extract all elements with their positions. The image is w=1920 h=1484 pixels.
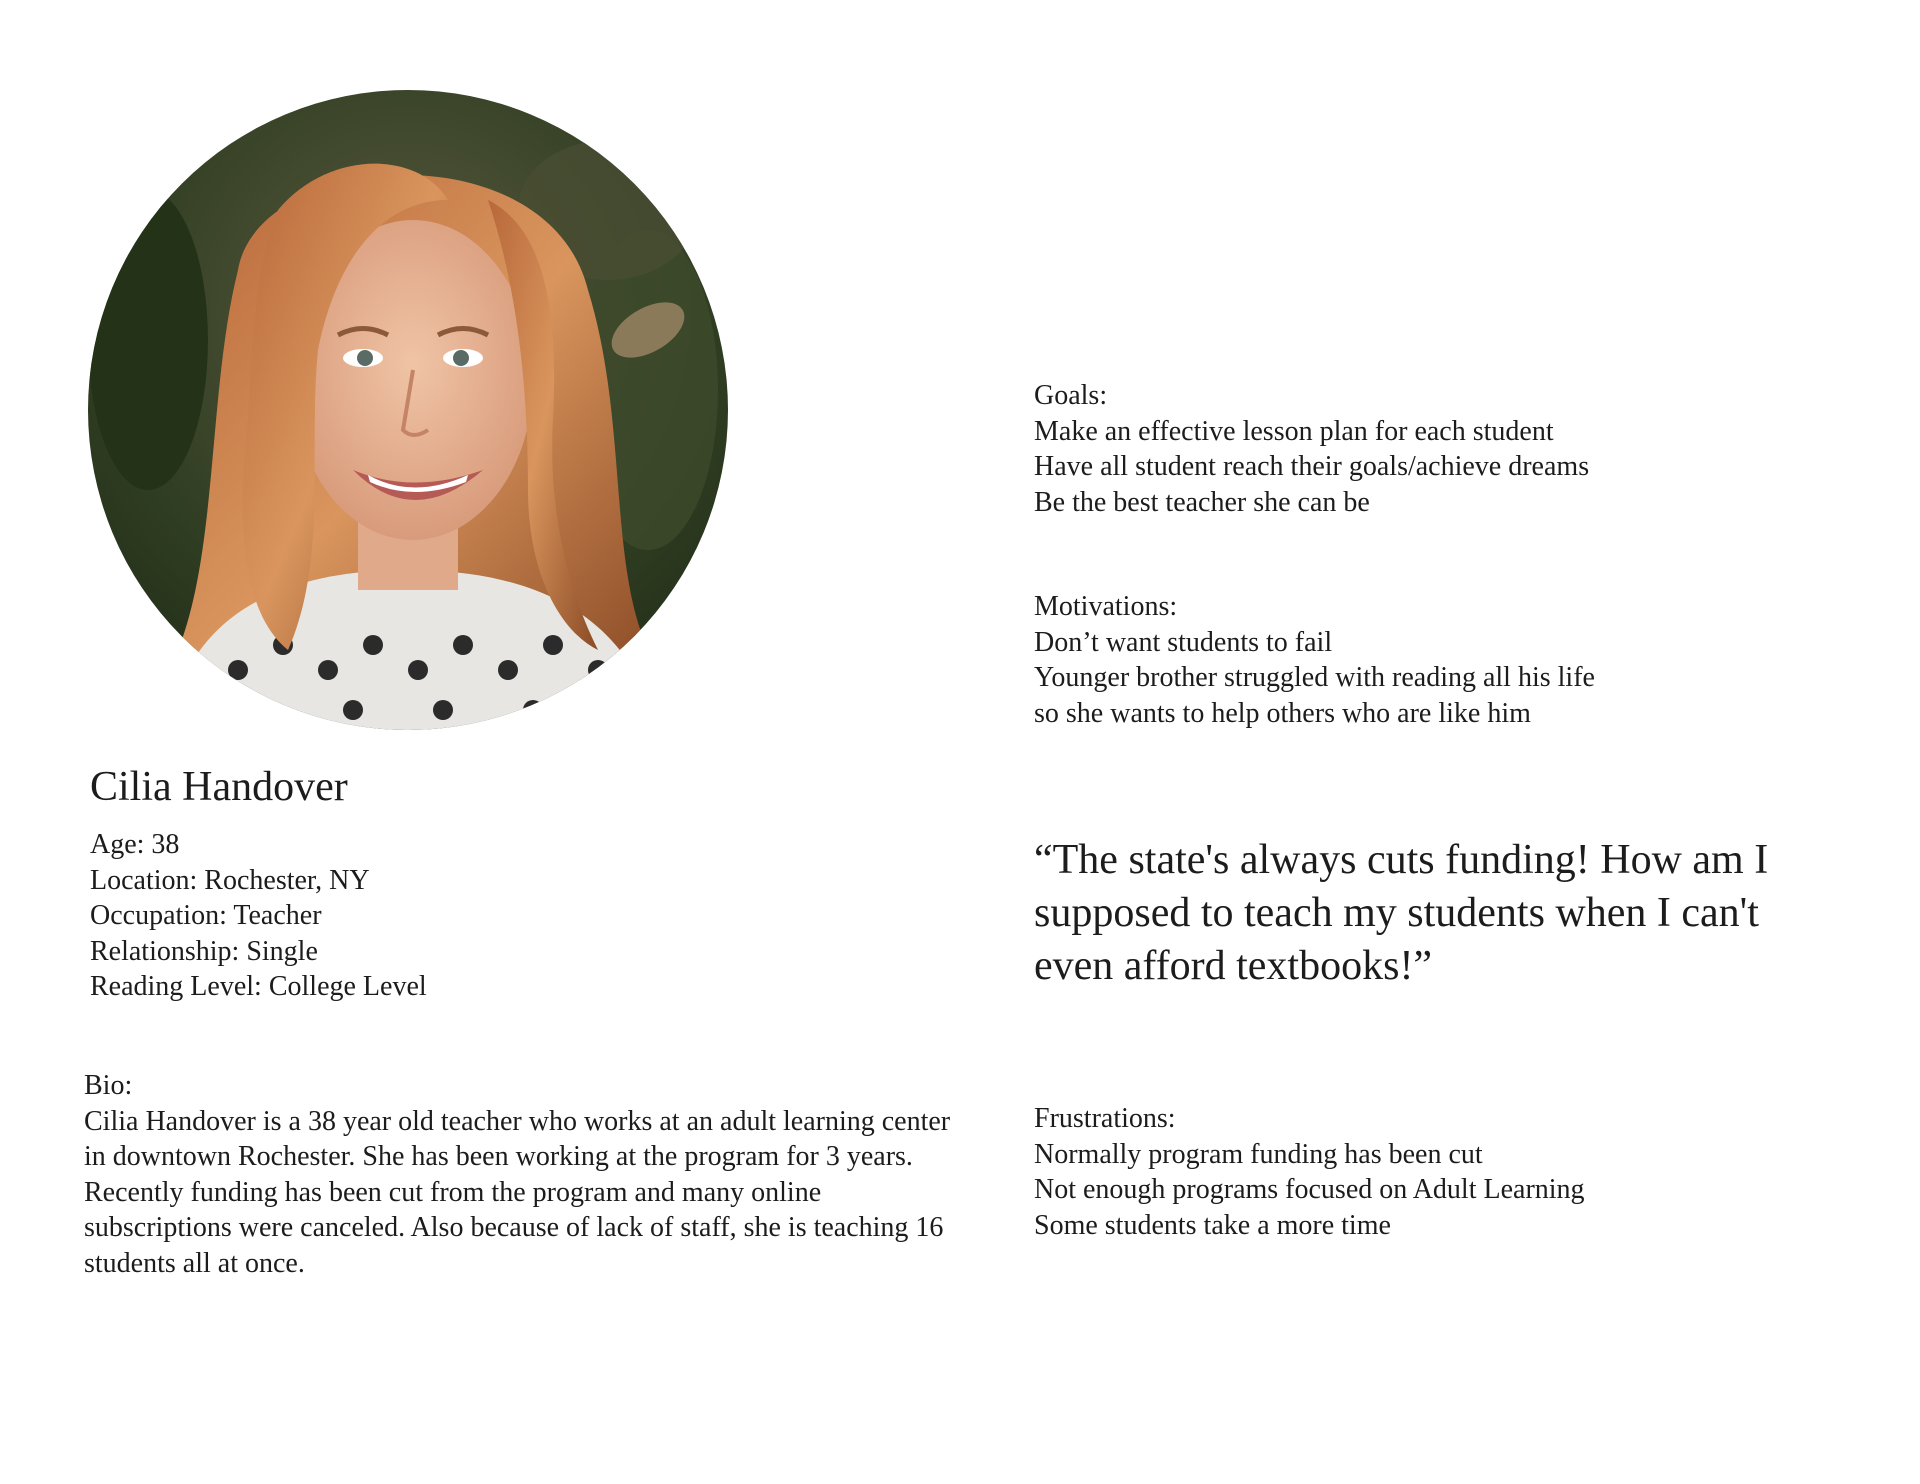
persona-name: Cilia Handover [90, 764, 348, 810]
frustrations-label: Frustrations: [1034, 1103, 1176, 1134]
persona-age: Age: 38 [90, 829, 180, 860]
goal-item: Make an effective lesson plan for each student [1034, 415, 1554, 447]
goal-item: Be the best teacher she can be [1034, 486, 1370, 518]
frustrations-section [1034, 1101, 1585, 1243]
persona-info-list [90, 827, 427, 1005]
persona-location: Location: Rochester, NY [90, 864, 370, 896]
persona-portrait-illustration [88, 90, 728, 730]
frustration-item: Some students take a more time [1034, 1209, 1391, 1241]
motivation-item: so she wants to help others who are like him [1034, 697, 1531, 729]
goals-label: Goals: [1034, 380, 1108, 411]
persona-occupation: Occupation: Teacher [90, 900, 322, 931]
goal-item: Have all student reach their goals/achieve dreams [1034, 451, 1590, 482]
motivations-label: Motivations: [1034, 591, 1178, 622]
frustration-item: Normally program funding has been cut [1034, 1138, 1483, 1170]
persona-quote: “The state's always cuts funding! How am I supposed to teach my students when I can't even afford textbooks!” [1034, 837, 1769, 989]
persona-relationship: Relationship: Single [90, 935, 318, 967]
persona-photo [88, 90, 728, 730]
bio-section [84, 1068, 964, 1281]
motivation-item: Don’t want students to fail [1034, 626, 1333, 658]
motivation-item: Younger brother struggled with reading all his life [1034, 662, 1595, 693]
frustration-item: Not enough programs focused on Adult Learning [1034, 1174, 1585, 1205]
bio-text: Cilia Handover is a 38 year old teacher who works at an adult learning center in downtown Rochester. She has been working at the program for 3 years. Recently funding has been cut from the program and many online subscriptions were canceled. Also because of lack of staff, she is teaching 16 students all at once. [84, 1105, 951, 1279]
motivations-section [1034, 589, 1595, 731]
goals-section [1034, 378, 1589, 520]
persona-reading-level: Reading Level: College Level [90, 971, 427, 1002]
bio-label: Bio: [84, 1070, 133, 1101]
